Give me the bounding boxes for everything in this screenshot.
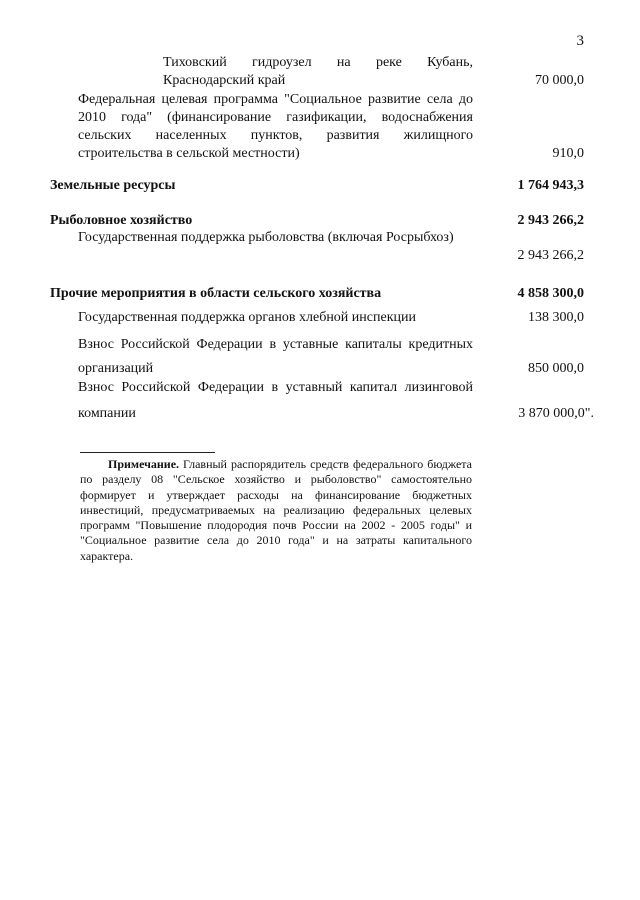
item-amount: 138 300,0 bbox=[528, 310, 584, 325]
item-amount: 850 000,0 bbox=[528, 361, 584, 376]
footnote-label: Примечание. bbox=[108, 457, 180, 471]
section-amount: 2 943 266,2 bbox=[517, 213, 584, 228]
section-title: Земельные ресурсы bbox=[50, 178, 176, 193]
page-number: 3 bbox=[576, 33, 584, 49]
item-description: Тиховский гидроузел на реке Кубань, Краснодарский край bbox=[163, 55, 473, 88]
section-amount: 4 858 300,0 bbox=[517, 286, 584, 301]
budget-item-federal-program bbox=[50, 91, 584, 163]
item-description: Государственная поддержка рыболовства (включая Росрыбхоз) bbox=[78, 230, 454, 245]
footnote-text: Главный распорядитель средств федерального бюджета по разделу 08 "Сельское хозяйство и рыболовство" самостоятельно формирует и утверждает расходы на финансирование бюджетных инвестиций, предусматриваемых на реализацию федеральных целевых программ "Повышение плодородия почв России на 2002 - 2005 годы" и "Социальное развитие села до 2010 года" и на затраты капитального характера. bbox=[80, 457, 472, 563]
item-description: Взнос Российской Федерации в уставный капитал лизинговой компании bbox=[78, 380, 473, 421]
budget-item-tikhovsky bbox=[50, 54, 584, 90]
budget-item-grain-inspection bbox=[50, 309, 584, 327]
footnote-separator bbox=[80, 452, 215, 453]
item-description: Государственная поддержка органов хлебной инспекции bbox=[78, 310, 416, 325]
item-description: Взнос Российской Федерации в уставные капиталы кредитных организаций bbox=[78, 337, 473, 376]
footnote bbox=[80, 457, 472, 564]
item-amount: 70 000,0 bbox=[535, 73, 584, 88]
budget-item-credit-organizations bbox=[50, 333, 584, 381]
section-land-resources bbox=[50, 177, 584, 195]
budget-item-leasing-company bbox=[50, 375, 594, 427]
item-description: Федеральная целевая программа "Социальное развитие села до 2010 года" (финансирование газификации, водоснабжения сельских населенных пунктов, развития жилищного строительства в сельской местности) bbox=[78, 92, 473, 161]
item-amount: 3 870 000,0". bbox=[518, 406, 594, 421]
section-fishery bbox=[50, 212, 584, 230]
section-title: Рыболовное хозяйство bbox=[50, 213, 193, 228]
section-amount: 1 764 943,3 bbox=[517, 178, 584, 193]
budget-item-fishery-support bbox=[50, 229, 584, 263]
section-title: Прочие мероприятия в области сельского хозяйства bbox=[50, 286, 382, 301]
item-amount: 910,0 bbox=[552, 146, 584, 161]
item-amount: 2 943 266,2 bbox=[517, 248, 584, 263]
section-other-agriculture bbox=[50, 285, 584, 303]
